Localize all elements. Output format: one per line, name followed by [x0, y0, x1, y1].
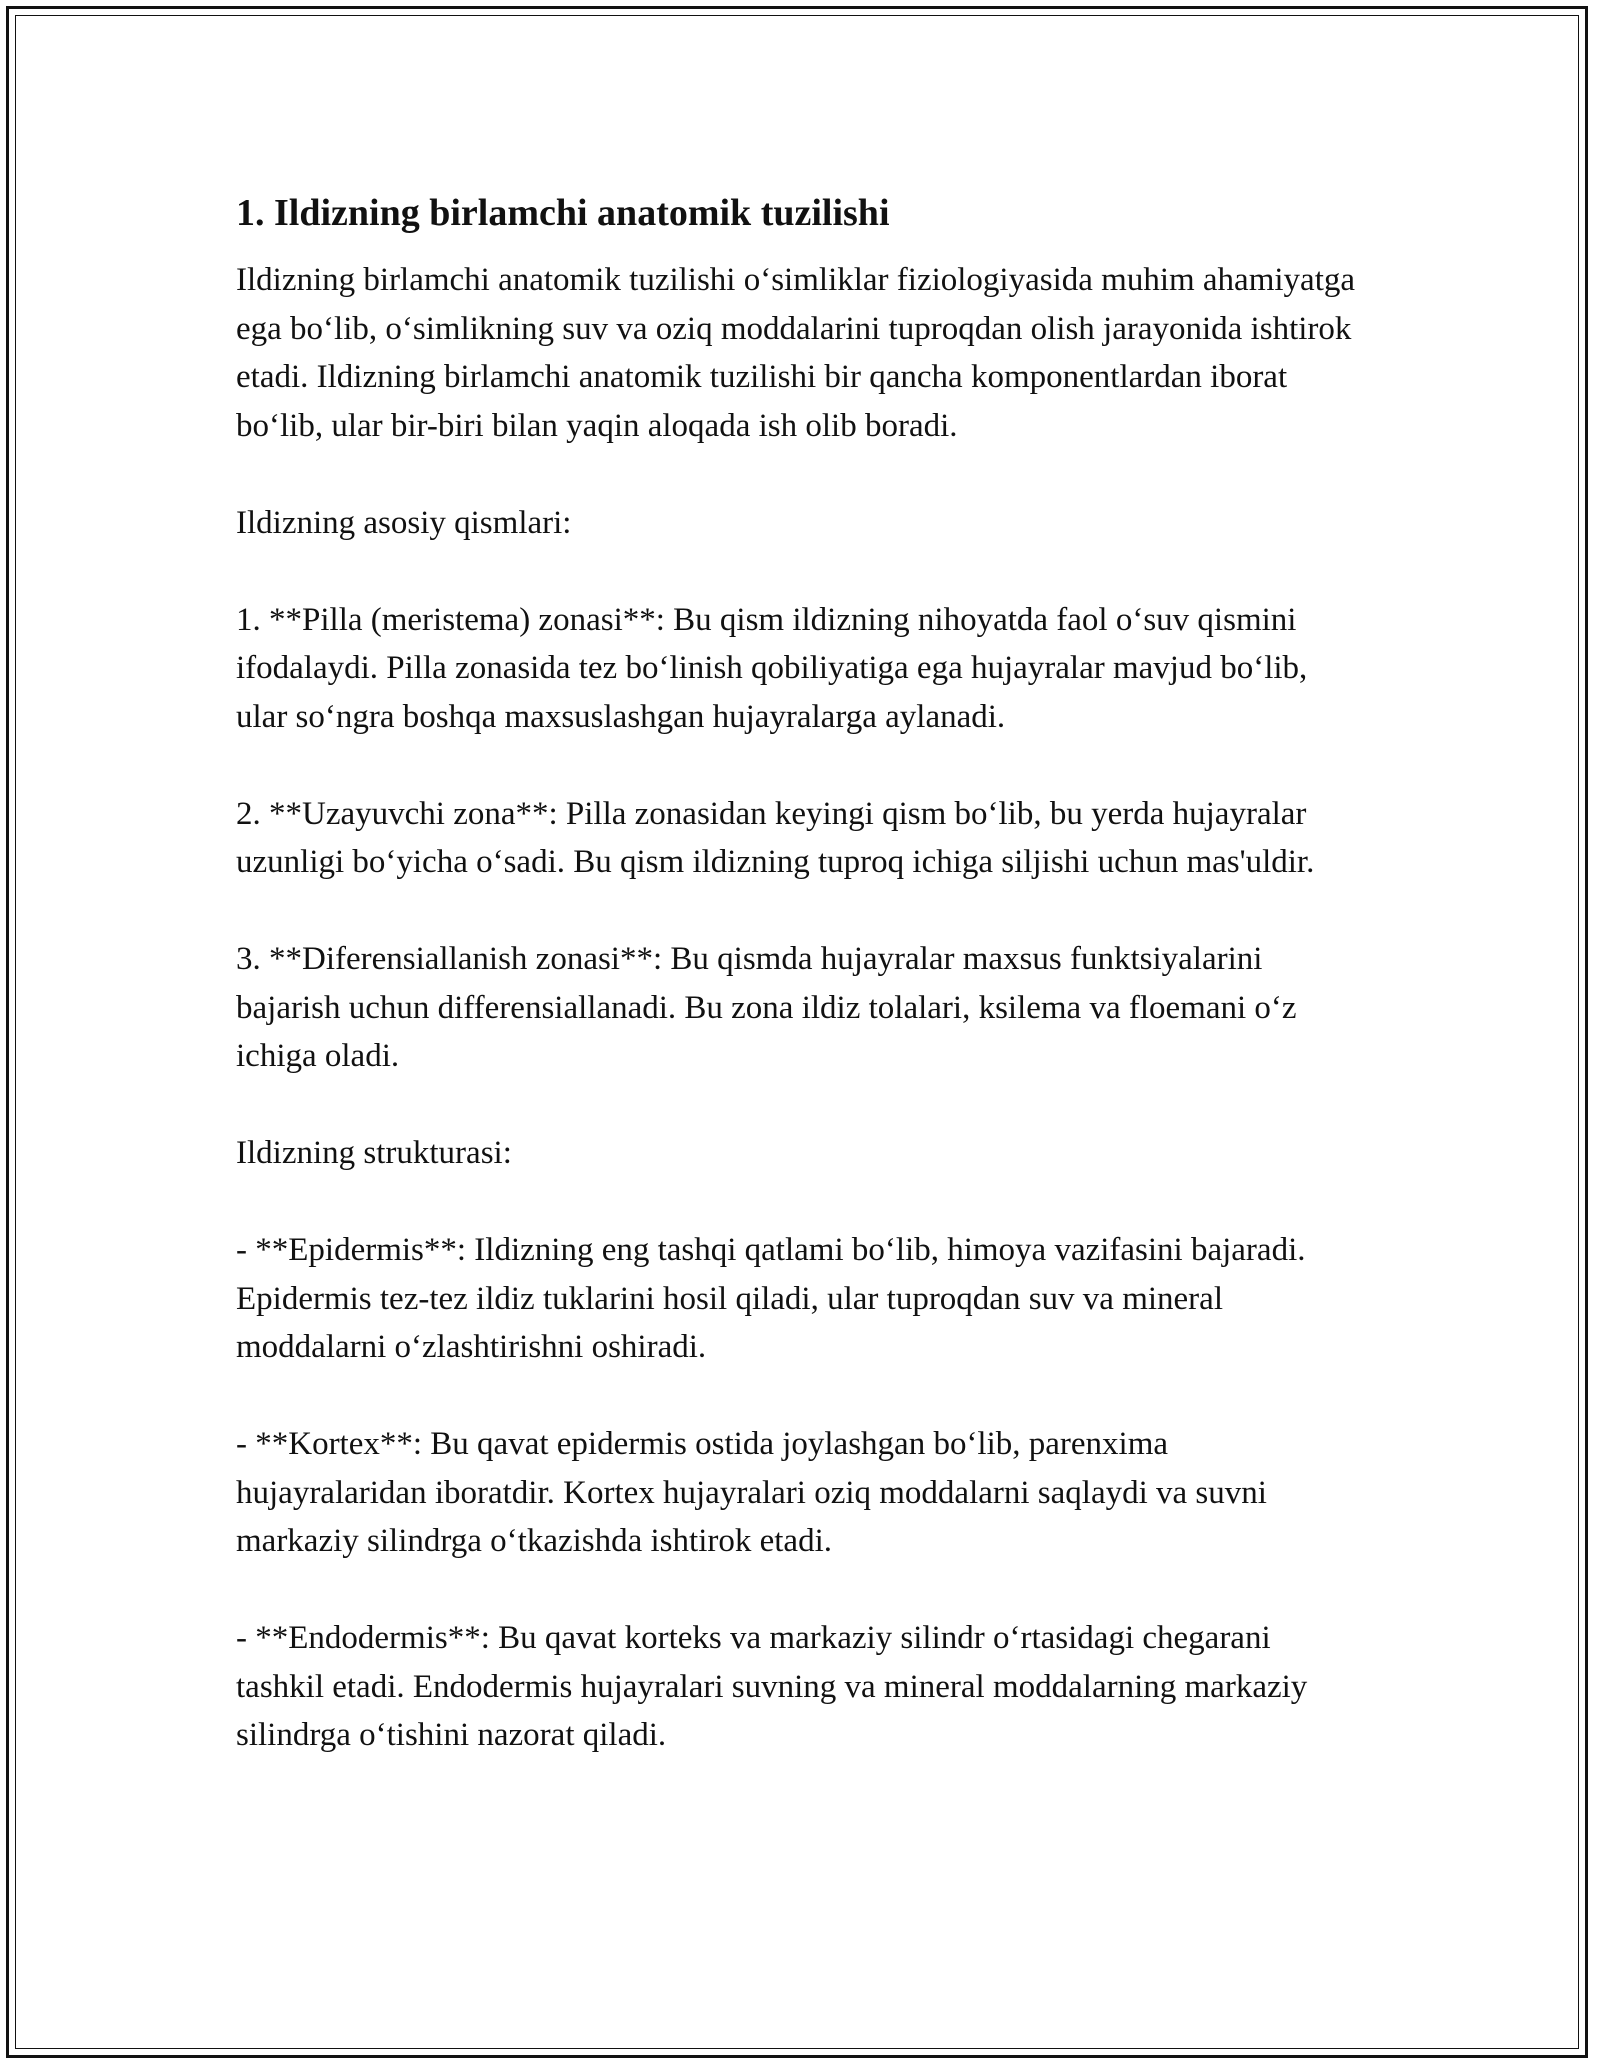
structure-heading: Ildizning strukturasi: [236, 1135, 512, 1171]
document-body [236, 186, 1366, 1808]
elongation-zone-paragraph: 2. **Uzayuvchi zona**: Pilla zonasidan keyingi qism bo‘lib, bu yerda hujayralar uzunligi bo‘yicha o‘sadi. Bu qism ildizning tuproq ichiga siljishi uchun mas'uldir. [236, 795, 1315, 880]
section-heading: 1. Ildizning birlamchi anatomik tuzilishi [236, 192, 890, 234]
epidermis-paragraph: - **Epidermis**: Ildizning eng tashqi qatlami bo‘lib, himoya vazifasini bajaradi. Epidermis tez-tez ildiz tuklarini hosil qiladi, ular tuproqdan suv va mineral moddalarni o‘zlashtirishni oshiradi. [236, 1232, 1306, 1365]
endodermis-paragraph: - **Endodermis**: Bu qavat korteks va markaziy silindr o‘rtasidagi chegarani tashkil etadi. Endodermis hujayralari suvning va mineral moddalarning markaziy silindrga o‘tishini nazorat qiladi. [236, 1620, 1308, 1753]
cortex-paragraph: - **Kortex**: Bu qavat epidermis ostida joylashgan bo‘lib, parenxima hujayralaridan iboratdir. Kortex hujayralari oziq moddalarni saqlaydi va suvni markaziy silindrga o‘tkazishda ishtirok etadi. [236, 1426, 1267, 1559]
intro-paragraph: Ildizning birlamchi anatomik tuzilishi o‘simliklar fiziologiyasida muhim ahamiyatga ega bo‘lib, o‘simlikning suv va oziq moddalarini tuproqdan olish jarayonida ishtirok etadi. Ildizning birlamchi anatomik tuzilishi bir qancha komponentlardan iborat bo‘lib, ular bir-biri bilan yaqin aloqada ish olib boradi. [236, 262, 1356, 444]
main-parts-heading: Ildizning asosiy qismlari: [236, 504, 572, 541]
differentiation-zone-paragraph: 3. **Diferensiallanish zonasi**: Bu qismda hujayralar maxsus funktsiyalarini bajarish uchun differensiallanadi. Bu zona ildiz tolalari, ksilema va floemani o‘z ichiga oladi. [236, 941, 1297, 1074]
meristem-zone-paragraph: 1. **Pilla (meristema) zonasi**: Bu qism ildizning nihoyatda faol o‘suv qismini ifodalaydi. Pilla zonasida tez bo‘linish qobiliyatiga ega hujayralar mavjud bo‘lib, ular so‘ngra boshqa maxsuslashgan hujayralarga aylanadi. [236, 601, 1308, 735]
